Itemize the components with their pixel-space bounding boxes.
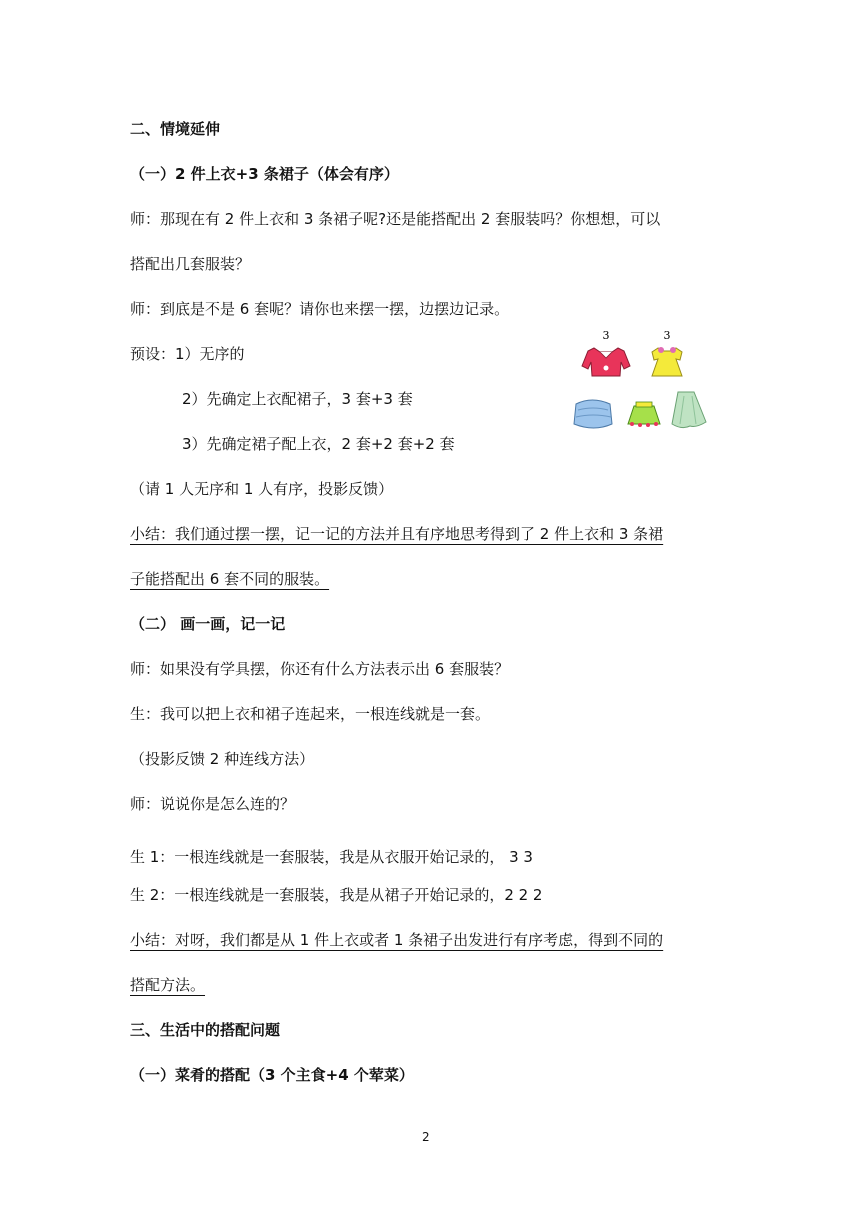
paragraph-teacher-3: 师：如果没有学具摆，你还有什么方法表示出 6 套服装？: [130, 660, 510, 678]
preset-item-3: 3）先确定裙子配上衣，2 套+2 套+2 套: [182, 435, 455, 453]
blue-skirt-icon: [574, 400, 612, 428]
subsection-title-3: （一）菜肴的搭配（3 个主食+4 个荤菜）: [130, 1066, 414, 1084]
summary-1b: 子能搭配出 6 套不同的服装。: [130, 570, 330, 588]
summary-2a: 小结：对呀，我们都是从 1 件上衣或者 1 条裙子出发进行有序考虑，得到不同的: [130, 931, 664, 949]
paragraph-student-1: 生：我可以把上衣和裙子连起来，一根连线就是一套。: [130, 705, 491, 723]
paragraph-teacher-1b: 搭配出几套服装？: [130, 255, 251, 273]
note-feedback-1: （请 1 人无序和 1 人有序，投影反馈）: [130, 480, 394, 498]
top-count-left: 3: [602, 329, 610, 342]
paragraph-teacher-1a: 师：那现在有 2 件上衣和 3 条裙子呢?还是能搭配出 2 套服装吗？你想想，可以: [130, 210, 661, 228]
clothing-svg: [566, 326, 726, 436]
student-answer-2: 生 2：一根连线就是一套服装，我是从裙子开始记录的，2 2 2: [130, 886, 543, 904]
yellow-top-icon: [652, 347, 682, 376]
section-title-2: 二、情境延伸: [130, 120, 221, 138]
note-feedback-2: （投影反馈 2 种连线方法）: [130, 750, 315, 768]
clothing-illustration: [566, 326, 726, 436]
paragraph-teacher-4: 师：说说你是怎么连的？: [130, 795, 296, 813]
mint-skirt-icon: [672, 392, 706, 428]
preset-item-1: 预设：1）无序的: [130, 345, 245, 363]
student-answer-1: 生 1：一根连线就是一套服装，我是从衣服开始记录的， 3 3: [130, 848, 533, 866]
subsection-title-2: （二） 画一画，记一记: [130, 615, 286, 633]
top-count-right: 3: [663, 329, 671, 342]
subsection-title-1: （一）2 件上衣+3 条裙子（体会有序）: [130, 165, 399, 183]
preset-item-2: 2）先确定上衣配裙子，3 套+3 套: [182, 390, 413, 408]
page-number: 2: [422, 1130, 430, 1144]
summary-1a: 小结：我们通过摆一摆，记一记的方法并且有序地思考得到了 2 件上衣和 3 条裙: [130, 525, 664, 543]
section-title-3: 三、生活中的搭配问题: [130, 1021, 281, 1039]
red-shirt-icon: [582, 348, 630, 376]
paragraph-teacher-2: 师：到底是不是 6 套呢？请你也来摆一摆，边摆边记录。: [130, 300, 510, 318]
green-skirt-icon: [628, 402, 660, 427]
summary-2b: 搭配方法。: [130, 976, 206, 994]
